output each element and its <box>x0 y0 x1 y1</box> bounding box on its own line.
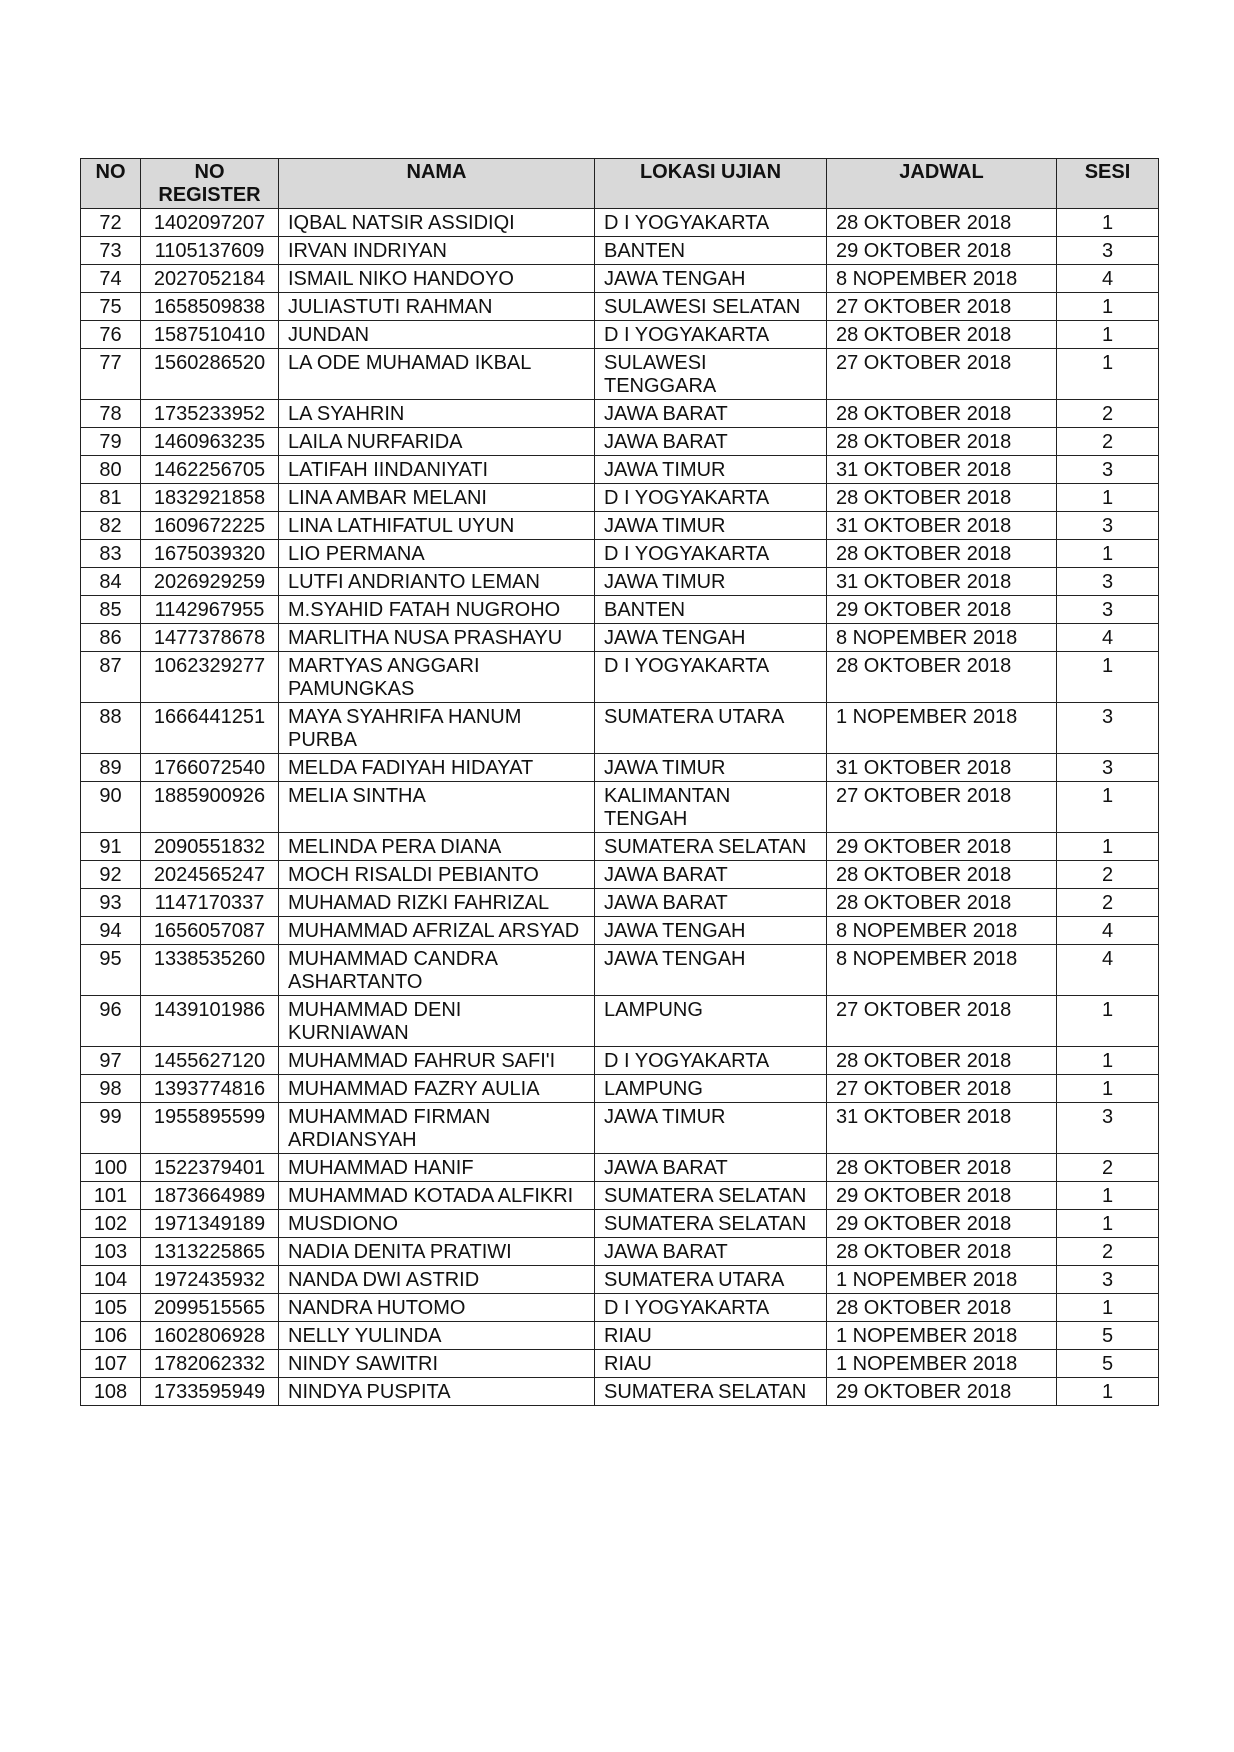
table-row <box>81 512 1159 540</box>
cell-sesi: 3 <box>1057 237 1159 265</box>
cell-lokasi-ujian: JAWA BARAT <box>595 428 827 456</box>
cell-lokasi-ujian: JAWA BARAT <box>595 400 827 428</box>
cell-sesi: 1 <box>1057 1182 1159 1210</box>
cell-sesi: 2 <box>1057 428 1159 456</box>
cell-sesi: 1 <box>1057 293 1159 321</box>
cell-jadwal: 31 OKTOBER 2018 <box>827 1103 1057 1154</box>
cell-lokasi-ujian: SUMATERA UTARA <box>595 1266 827 1294</box>
table-row <box>81 209 1159 237</box>
cell-no: 73 <box>81 237 141 265</box>
cell-jadwal: 8 NOPEMBER 2018 <box>827 917 1057 945</box>
cell-nama: LAILA NURFARIDA <box>279 428 595 456</box>
table-row <box>81 1350 1159 1378</box>
cell-nama: NINDY SAWITRI <box>279 1350 595 1378</box>
cell-no: 100 <box>81 1154 141 1182</box>
cell-sesi: 4 <box>1057 265 1159 293</box>
table-row <box>81 1210 1159 1238</box>
cell-lokasi-ujian: SULAWESI TENGGARA <box>595 349 827 400</box>
cell-sesi: 3 <box>1057 1103 1159 1154</box>
cell-no: 95 <box>81 945 141 996</box>
cell-sesi: 3 <box>1057 754 1159 782</box>
cell-no: 75 <box>81 293 141 321</box>
table-row <box>81 652 1159 703</box>
cell-no: 84 <box>81 568 141 596</box>
cell-jadwal: 1 NOPEMBER 2018 <box>827 1266 1057 1294</box>
cell-lokasi-ujian: D I YOGYAKARTA <box>595 540 827 568</box>
cell-lokasi-ujian: JAWA TIMUR <box>595 568 827 596</box>
table-row <box>81 703 1159 754</box>
cell-no: 80 <box>81 456 141 484</box>
cell-no: 105 <box>81 1294 141 1322</box>
cell-no-register: 1587510410 <box>141 321 279 349</box>
cell-nama: IRVAN INDRIYAN <box>279 237 595 265</box>
cell-lokasi-ujian: BANTEN <box>595 237 827 265</box>
cell-lokasi-ujian: D I YOGYAKARTA <box>595 1294 827 1322</box>
table-row <box>81 1322 1159 1350</box>
cell-jadwal: 27 OKTOBER 2018 <box>827 996 1057 1047</box>
cell-no: 92 <box>81 861 141 889</box>
cell-jadwal: 28 OKTOBER 2018 <box>827 889 1057 917</box>
cell-nama: LATIFAH IINDANIYATI <box>279 456 595 484</box>
participant-table <box>80 158 1159 1406</box>
cell-lokasi-ujian: KALIMANTAN TENGAH <box>595 782 827 833</box>
cell-lokasi-ujian: JAWA BARAT <box>595 1238 827 1266</box>
cell-jadwal: 29 OKTOBER 2018 <box>827 1182 1057 1210</box>
cell-no: 106 <box>81 1322 141 1350</box>
cell-sesi: 4 <box>1057 624 1159 652</box>
cell-no: 97 <box>81 1047 141 1075</box>
cell-jadwal: 28 OKTOBER 2018 <box>827 1294 1057 1322</box>
table-row <box>81 1378 1159 1406</box>
cell-jadwal: 1 NOPEMBER 2018 <box>827 703 1057 754</box>
cell-lokasi-ujian: JAWA TIMUR <box>595 754 827 782</box>
cell-no-register: 1609672225 <box>141 512 279 540</box>
cell-jadwal: 29 OKTOBER 2018 <box>827 237 1057 265</box>
cell-no-register: 1885900926 <box>141 782 279 833</box>
cell-jadwal: 31 OKTOBER 2018 <box>827 456 1057 484</box>
cell-no-register: 1656057087 <box>141 917 279 945</box>
cell-no-register: 1766072540 <box>141 754 279 782</box>
table-row <box>81 428 1159 456</box>
cell-lokasi-ujian: D I YOGYAKARTA <box>595 652 827 703</box>
cell-no-register: 1062329277 <box>141 652 279 703</box>
cell-no-register: 1338535260 <box>141 945 279 996</box>
cell-no: 74 <box>81 265 141 293</box>
cell-no-register: 1313225865 <box>141 1238 279 1266</box>
cell-no: 85 <box>81 596 141 624</box>
table-row <box>81 861 1159 889</box>
cell-no-register: 1560286520 <box>141 349 279 400</box>
table-row <box>81 945 1159 996</box>
cell-sesi: 1 <box>1057 1047 1159 1075</box>
cell-nama: MARLITHA NUSA PRASHAYU <box>279 624 595 652</box>
cell-nama: NADIA DENITA PRATIWI <box>279 1238 595 1266</box>
cell-sesi: 3 <box>1057 703 1159 754</box>
table-row <box>81 1182 1159 1210</box>
cell-no-register: 1666441251 <box>141 703 279 754</box>
cell-no: 108 <box>81 1378 141 1406</box>
cell-nama: NELLY YULINDA <box>279 1322 595 1350</box>
cell-jadwal: 1 NOPEMBER 2018 <box>827 1322 1057 1350</box>
cell-sesi: 1 <box>1057 833 1159 861</box>
header-nama: NAMA <box>279 159 595 209</box>
cell-no-register: 1735233952 <box>141 400 279 428</box>
table-row <box>81 237 1159 265</box>
cell-lokasi-ujian: JAWA TIMUR <box>595 456 827 484</box>
table-row <box>81 456 1159 484</box>
cell-no-register: 2027052184 <box>141 265 279 293</box>
cell-nama: MUHAMMAD KOTADA ALFIKRI <box>279 1182 595 1210</box>
cell-no: 101 <box>81 1182 141 1210</box>
cell-sesi: 1 <box>1057 652 1159 703</box>
table-row <box>81 1294 1159 1322</box>
table-row <box>81 293 1159 321</box>
table-row <box>81 1238 1159 1266</box>
cell-lokasi-ujian: D I YOGYAKARTA <box>595 484 827 512</box>
cell-no: 99 <box>81 1103 141 1154</box>
cell-jadwal: 28 OKTOBER 2018 <box>827 209 1057 237</box>
cell-no-register: 1832921858 <box>141 484 279 512</box>
cell-no-register: 2099515565 <box>141 1294 279 1322</box>
cell-nama: MUHAMMAD AFRIZAL ARSYAD <box>279 917 595 945</box>
cell-no-register: 2090551832 <box>141 833 279 861</box>
header-no: NO <box>81 159 141 209</box>
cell-nama: MELDA FADIYAH HIDAYAT <box>279 754 595 782</box>
cell-jadwal: 27 OKTOBER 2018 <box>827 349 1057 400</box>
cell-lokasi-ujian: D I YOGYAKARTA <box>595 209 827 237</box>
cell-sesi: 1 <box>1057 209 1159 237</box>
cell-jadwal: 28 OKTOBER 2018 <box>827 400 1057 428</box>
cell-lokasi-ujian: JAWA TENGAH <box>595 917 827 945</box>
cell-no: 96 <box>81 996 141 1047</box>
cell-jadwal: 1 NOPEMBER 2018 <box>827 1350 1057 1378</box>
cell-nama: MUSDIONO <box>279 1210 595 1238</box>
cell-nama: LINA LATHIFATUL UYUN <box>279 512 595 540</box>
cell-lokasi-ujian: LAMPUNG <box>595 1075 827 1103</box>
cell-nama: NANDA DWI ASTRID <box>279 1266 595 1294</box>
cell-nama: MUHAMMAD FAHRUR SAFI'I <box>279 1047 595 1075</box>
cell-no-register: 1455627120 <box>141 1047 279 1075</box>
cell-no: 81 <box>81 484 141 512</box>
cell-lokasi-ujian: JAWA TENGAH <box>595 624 827 652</box>
cell-no-register: 1393774816 <box>141 1075 279 1103</box>
cell-sesi: 1 <box>1057 540 1159 568</box>
cell-sesi: 1 <box>1057 484 1159 512</box>
cell-sesi: 1 <box>1057 782 1159 833</box>
cell-no-register: 1658509838 <box>141 293 279 321</box>
cell-jadwal: 27 OKTOBER 2018 <box>827 1075 1057 1103</box>
cell-jadwal: 31 OKTOBER 2018 <box>827 512 1057 540</box>
cell-no: 83 <box>81 540 141 568</box>
cell-no-register: 1675039320 <box>141 540 279 568</box>
table-row <box>81 1266 1159 1294</box>
cell-no: 102 <box>81 1210 141 1238</box>
table-row <box>81 624 1159 652</box>
cell-sesi: 3 <box>1057 596 1159 624</box>
cell-lokasi-ujian: JAWA TIMUR <box>595 1103 827 1154</box>
cell-no-register: 1971349189 <box>141 1210 279 1238</box>
cell-lokasi-ujian: SUMATERA UTARA <box>595 703 827 754</box>
cell-no-register: 2024565247 <box>141 861 279 889</box>
cell-no-register: 1782062332 <box>141 1350 279 1378</box>
cell-no: 78 <box>81 400 141 428</box>
cell-jadwal: 8 NOPEMBER 2018 <box>827 945 1057 996</box>
cell-no: 72 <box>81 209 141 237</box>
table-row <box>81 889 1159 917</box>
cell-nama: JULIASTUTI RAHMAN <box>279 293 595 321</box>
table-row <box>81 349 1159 400</box>
cell-no-register: 1972435932 <box>141 1266 279 1294</box>
table-row <box>81 265 1159 293</box>
cell-jadwal: 28 OKTOBER 2018 <box>827 321 1057 349</box>
cell-no-register: 1147170337 <box>141 889 279 917</box>
table-row <box>81 833 1159 861</box>
cell-no-register: 1955895599 <box>141 1103 279 1154</box>
cell-no: 82 <box>81 512 141 540</box>
table-row <box>81 540 1159 568</box>
cell-nama: MUHAMMAD FIRMAN ARDIANSYAH <box>279 1103 595 1154</box>
cell-nama: MARTYAS ANGGARI PAMUNGKAS <box>279 652 595 703</box>
cell-lokasi-ujian: D I YOGYAKARTA <box>595 321 827 349</box>
header-jadwal: JADWAL <box>827 159 1057 209</box>
cell-no-register: 1460963235 <box>141 428 279 456</box>
cell-sesi: 2 <box>1057 1154 1159 1182</box>
cell-sesi: 1 <box>1057 1294 1159 1322</box>
table-row <box>81 484 1159 512</box>
cell-lokasi-ujian: JAWA BARAT <box>595 1154 827 1182</box>
cell-lokasi-ujian: JAWA TIMUR <box>595 512 827 540</box>
cell-jadwal: 27 OKTOBER 2018 <box>827 293 1057 321</box>
cell-nama: JUNDAN <box>279 321 595 349</box>
cell-sesi: 1 <box>1057 349 1159 400</box>
table-row <box>81 1103 1159 1154</box>
cell-nama: NINDYA PUSPITA <box>279 1378 595 1406</box>
cell-jadwal: 28 OKTOBER 2018 <box>827 1154 1057 1182</box>
cell-nama: MUHAMMAD CANDRA ASHARTANTO <box>279 945 595 996</box>
cell-lokasi-ujian: JAWA TENGAH <box>595 265 827 293</box>
header-sesi: SESI <box>1057 159 1159 209</box>
cell-no: 79 <box>81 428 141 456</box>
cell-nama: MELINDA PERA DIANA <box>279 833 595 861</box>
header-lokasi-ujian: LOKASI UJIAN <box>595 159 827 209</box>
table-row <box>81 782 1159 833</box>
cell-jadwal: 31 OKTOBER 2018 <box>827 568 1057 596</box>
cell-no: 104 <box>81 1266 141 1294</box>
cell-nama: MUHAMMAD FAZRY AULIA <box>279 1075 595 1103</box>
cell-jadwal: 29 OKTOBER 2018 <box>827 596 1057 624</box>
cell-sesi: 4 <box>1057 917 1159 945</box>
cell-jadwal: 8 NOPEMBER 2018 <box>827 265 1057 293</box>
cell-lokasi-ujian: JAWA TENGAH <box>595 945 827 996</box>
cell-sesi: 5 <box>1057 1350 1159 1378</box>
cell-no-register: 1142967955 <box>141 596 279 624</box>
cell-sesi: 1 <box>1057 1075 1159 1103</box>
table-header-row <box>81 159 1159 209</box>
cell-jadwal: 29 OKTOBER 2018 <box>827 833 1057 861</box>
cell-sesi: 1 <box>1057 1210 1159 1238</box>
cell-lokasi-ujian: SULAWESI SELATAN <box>595 293 827 321</box>
cell-lokasi-ujian: RIAU <box>595 1350 827 1378</box>
table-row <box>81 568 1159 596</box>
cell-lokasi-ujian: D I YOGYAKARTA <box>595 1047 827 1075</box>
cell-jadwal: 28 OKTOBER 2018 <box>827 861 1057 889</box>
cell-nama: MELIA SINTHA <box>279 782 595 833</box>
cell-sesi: 3 <box>1057 568 1159 596</box>
cell-no: 91 <box>81 833 141 861</box>
table-row <box>81 996 1159 1047</box>
cell-no: 90 <box>81 782 141 833</box>
cell-no-register: 1402097207 <box>141 209 279 237</box>
cell-no: 87 <box>81 652 141 703</box>
cell-sesi: 3 <box>1057 456 1159 484</box>
cell-lokasi-ujian: JAWA BARAT <box>595 861 827 889</box>
cell-sesi: 2 <box>1057 889 1159 917</box>
cell-nama: ISMAIL NIKO HANDOYO <box>279 265 595 293</box>
cell-nama: MUHAMMAD HANIF <box>279 1154 595 1182</box>
cell-lokasi-ujian: JAWA BARAT <box>595 889 827 917</box>
cell-jadwal: 28 OKTOBER 2018 <box>827 1047 1057 1075</box>
table-row <box>81 1154 1159 1182</box>
table-row <box>81 1047 1159 1075</box>
cell-jadwal: 29 OKTOBER 2018 <box>827 1210 1057 1238</box>
table-row <box>81 1075 1159 1103</box>
cell-nama: MUHAMAD RIZKI FAHRIZAL <box>279 889 595 917</box>
cell-no: 77 <box>81 349 141 400</box>
cell-no: 93 <box>81 889 141 917</box>
table-row <box>81 400 1159 428</box>
cell-nama: LUTFI ANDRIANTO LEMAN <box>279 568 595 596</box>
cell-nama: MUHAMMAD DENI KURNIAWAN <box>279 996 595 1047</box>
cell-no: 103 <box>81 1238 141 1266</box>
cell-sesi: 5 <box>1057 1322 1159 1350</box>
table-row <box>81 321 1159 349</box>
cell-jadwal: 28 OKTOBER 2018 <box>827 484 1057 512</box>
cell-nama: LINA AMBAR MELANI <box>279 484 595 512</box>
cell-sesi: 1 <box>1057 321 1159 349</box>
cell-jadwal: 29 OKTOBER 2018 <box>827 1378 1057 1406</box>
table-body <box>81 209 1159 1406</box>
cell-no: 86 <box>81 624 141 652</box>
cell-jadwal: 28 OKTOBER 2018 <box>827 540 1057 568</box>
cell-nama: MOCH RISALDI PEBIANTO <box>279 861 595 889</box>
cell-no-register: 1873664989 <box>141 1182 279 1210</box>
cell-no-register: 1105137609 <box>141 237 279 265</box>
table-row <box>81 754 1159 782</box>
cell-lokasi-ujian: SUMATERA SELATAN <box>595 1210 827 1238</box>
table-row <box>81 917 1159 945</box>
cell-nama: MAYA SYAHRIFA HANUM PURBA <box>279 703 595 754</box>
cell-no-register: 1602806928 <box>141 1322 279 1350</box>
cell-sesi: 2 <box>1057 1238 1159 1266</box>
cell-no: 89 <box>81 754 141 782</box>
cell-jadwal: 28 OKTOBER 2018 <box>827 1238 1057 1266</box>
cell-no-register: 1733595949 <box>141 1378 279 1406</box>
cell-jadwal: 28 OKTOBER 2018 <box>827 652 1057 703</box>
cell-nama: IQBAL NATSIR ASSIDIQI <box>279 209 595 237</box>
cell-nama: LIO PERMANA <box>279 540 595 568</box>
cell-no-register: 1477378678 <box>141 624 279 652</box>
cell-no-register: 1462256705 <box>141 456 279 484</box>
cell-no: 76 <box>81 321 141 349</box>
cell-jadwal: 31 OKTOBER 2018 <box>827 754 1057 782</box>
cell-nama: NANDRA HUTOMO <box>279 1294 595 1322</box>
cell-jadwal: 28 OKTOBER 2018 <box>827 428 1057 456</box>
cell-no-register: 2026929259 <box>141 568 279 596</box>
cell-no-register: 1522379401 <box>141 1154 279 1182</box>
cell-sesi: 3 <box>1057 512 1159 540</box>
cell-lokasi-ujian: LAMPUNG <box>595 996 827 1047</box>
cell-no: 107 <box>81 1350 141 1378</box>
cell-nama: LA SYAHRIN <box>279 400 595 428</box>
cell-sesi: 2 <box>1057 861 1159 889</box>
cell-lokasi-ujian: SUMATERA SELATAN <box>595 1378 827 1406</box>
cell-nama: LA ODE MUHAMAD IKBAL <box>279 349 595 400</box>
cell-nama: M.SYAHID FATAH NUGROHO <box>279 596 595 624</box>
table-row <box>81 596 1159 624</box>
cell-jadwal: 27 OKTOBER 2018 <box>827 782 1057 833</box>
header-no-register: NO REGISTER <box>141 159 279 209</box>
cell-jadwal: 8 NOPEMBER 2018 <box>827 624 1057 652</box>
cell-no: 88 <box>81 703 141 754</box>
cell-no: 98 <box>81 1075 141 1103</box>
cell-lokasi-ujian: BANTEN <box>595 596 827 624</box>
cell-sesi: 3 <box>1057 1266 1159 1294</box>
cell-sesi: 4 <box>1057 945 1159 996</box>
cell-sesi: 1 <box>1057 996 1159 1047</box>
cell-no-register: 1439101986 <box>141 996 279 1047</box>
cell-lokasi-ujian: SUMATERA SELATAN <box>595 1182 827 1210</box>
cell-no: 94 <box>81 917 141 945</box>
cell-sesi: 1 <box>1057 1378 1159 1406</box>
cell-lokasi-ujian: RIAU <box>595 1322 827 1350</box>
cell-sesi: 2 <box>1057 400 1159 428</box>
cell-lokasi-ujian: SUMATERA SELATAN <box>595 833 827 861</box>
